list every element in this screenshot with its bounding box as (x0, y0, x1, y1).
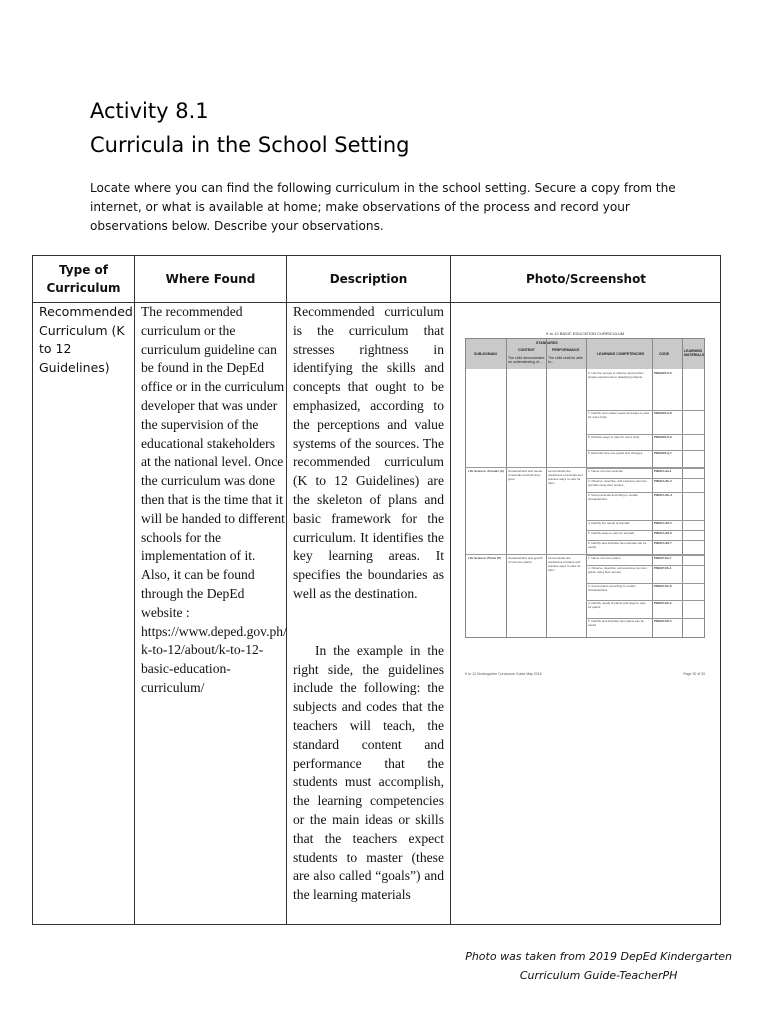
screenshot-competency: 2. Observe, describe, and examine common plants using their senses (588, 566, 647, 574)
header-photo-screenshot: Photo/Screenshot (525, 272, 647, 286)
screenshot-code: PNEKP-IIb-2 (654, 601, 672, 605)
screenshot-code: PNEKA-IIIf-7 (654, 541, 672, 545)
screenshot-competency: 7. Identify one's basic needs and ways to care for one's body (588, 411, 650, 419)
screenshot-competency: 4. Identify the needs of animals (588, 521, 630, 525)
screenshot-header-standards: STANDARDS (536, 341, 558, 345)
screenshot-table (465, 338, 705, 638)
screenshot-competency: 6. Use the senses to observe and perform simple experiments in classifying objects (588, 371, 644, 379)
screenshot-header-row (466, 339, 704, 369)
screenshot-row-line (586, 450, 704, 451)
screenshot-row-line (586, 530, 704, 531)
screenshot-code: PNEKBS-Ii-9 (654, 435, 672, 439)
screenshot-col-line (586, 339, 587, 637)
header-description: Description (329, 272, 408, 286)
screenshot-code: PNEKBS-Ii-8 (654, 411, 672, 415)
screenshot-competency: 8. Practice ways to care for one's body (588, 435, 640, 439)
screenshot-header-content: CONTENT (518, 348, 535, 352)
description-paragraph-1: Recommended curriculum is the curriculum that stresses rightness in identifying the skills and concepts that ought to be emphasized, according to the perceptions and value systems of the sources. The recommended curriculum (K to 12 Guidelines) are the skeleton of plans and basic framework for the curriculum. It identifies the key learning areas. It specifies the boundaries as well as the destination. (293, 304, 444, 601)
screenshot-code: PNEKBS-Ii-6 (654, 371, 672, 375)
screenshot-header-performance: PERFORMANCE (552, 348, 580, 352)
screenshot-competency: 6. Identify and describe how animals can be useful (588, 541, 647, 549)
screenshot-code: PNEKP-IIb-8 (654, 584, 672, 588)
screenshot-competency: 5. Identify ways to care for animals (588, 531, 635, 535)
screenshot-row-line (586, 540, 704, 541)
screenshot-code: PNEKA-IIIf-5 (654, 521, 672, 525)
screenshot-competency: 1. Name common animals (588, 469, 623, 473)
screenshot-row-line (586, 410, 704, 411)
screenshot-competency: 4. Identify needs of plants and ways to care for plants (588, 601, 646, 609)
screenshot-animals-content: characteristics and needs of animals and how they grow (508, 469, 543, 481)
screenshot-animals-label: Life Science: Animals (A) (468, 469, 504, 473)
column-divider (134, 256, 135, 924)
screenshot-competency: 3. Group plants according to certain characteristics (588, 584, 636, 592)
screenshot-competency: 9. Describe how one grows and changes (588, 451, 643, 455)
screenshot-plants-label: Life Science: Plants (P) (468, 556, 502, 560)
screenshot-plants-content: characteristics and growth of common plants (508, 556, 543, 564)
screenshot-header-code: CODE (659, 352, 670, 356)
screenshot-code: PNEKA-IIIf-6 (654, 531, 672, 535)
screenshot-performance-note: The child shall be able to... (548, 356, 583, 364)
screenshot-row-line (586, 618, 704, 619)
screenshot-plants-performance: communicate the usefulness of plants and practice ways to care for them (548, 556, 581, 572)
screenshot-row-line (586, 555, 704, 556)
header-where-found: Where Found (165, 272, 256, 286)
column-divider (450, 256, 451, 924)
screenshot-header-competencies: LEARNING COMPETENCIES (597, 352, 645, 356)
curriculum-guide-screenshot (465, 330, 705, 680)
screenshot-title: K to 12 BASIC EDUCATION CURRICULUM (545, 331, 625, 336)
caption-line-2: Curriculum Guide-TeacherPH (519, 969, 678, 982)
header-type-of-curriculum: Type of Curriculum (46, 263, 121, 295)
screenshot-competency: 5. Identify and describe how plants can be useful (588, 619, 645, 627)
screenshot-code: PNEKP-IIa-7 (654, 556, 672, 560)
cell-type: Recommended Curriculum (K to 12 Guidelines) (39, 304, 133, 376)
screenshot-code: PNEKA-IIIc-4 (654, 493, 673, 497)
screenshot-competency: 2. Observe, describe, and examine common animals using their senses (588, 479, 647, 487)
description-paragraph-2: In the example in the right side, the guidelines include the following: the subjects and codes that the teachers will teach, the standard content and performance that the students must accomplish, the learning competencies or the main ideas or skills that the teachers expect students to master (these are also called “goals”) and the learning materials (293, 642, 444, 903)
photo-caption (465, 947, 732, 985)
activity-title: Curricula in the School Setting (90, 133, 410, 157)
cell-where-found: The recommended curriculum or the curriculum guideline can be found in the DepEd office or in the curriculum developer that was under the supervision of the educational stakeholders at the national level. Once the curriculum was done then that is the time that it will be handed to different schools for the implementation of it. Also, it can be found through the DepEd website : https://www.deped.gov.ph/k-to-12/about/k-to-12-basic-education-curriculum/ (141, 304, 287, 695)
screenshot-row-line (586, 468, 704, 469)
screenshot-animals-performance: communicate the usefulness of animals and practice ways to care for them (548, 469, 583, 485)
screenshot-code: PNEKP-IIIf-4 (654, 619, 672, 623)
screenshot-competency: 3. Group animals according to certain characteristics (588, 493, 638, 501)
cell-description (293, 303, 444, 905)
screenshot-row-line (586, 600, 704, 601)
screenshot-row-line (586, 583, 704, 584)
screenshot-row-line (586, 434, 704, 435)
screenshot-col-line (546, 339, 547, 637)
screenshot-col-line (652, 339, 653, 637)
screenshot-row-line (586, 565, 704, 566)
screenshot-row-line (586, 520, 704, 521)
screenshot-footer-right: Page 20 of 33 (683, 672, 705, 676)
screenshot-header-materials: LEARNING MATERIALS (684, 349, 705, 357)
screenshot-col-line (682, 339, 683, 637)
screenshot-row-line (586, 478, 704, 479)
screenshot-col-line (506, 339, 507, 637)
screenshot-footer (465, 672, 705, 676)
screenshot-code: PNEKP-IIb-1 (654, 566, 672, 570)
screenshot-code: PNEKBS-Ij-7 (654, 451, 672, 455)
screenshot-code: PNEKA-IIa-1 (654, 469, 672, 473)
screenshot-competency: 1. Name common plants (588, 556, 621, 560)
screenshot-header-subdomain: SUB-DOMAIN (474, 352, 497, 356)
screenshot-row-line (586, 492, 704, 493)
screenshot-footer-left: K to 12 Kindergarten Curriculum Guide May 2016 (465, 672, 542, 676)
screenshot-content-note: The child demonstrates an understanding of... (508, 356, 545, 364)
instructions-paragraph: Locate where you can find the following curriculum in the school setting. Secure a copy from the internet, or what is available at home; make observations of the process and record your observations below. Describe your observations. (90, 181, 676, 233)
screenshot-code: PNEKA-IIb-2 (654, 479, 672, 483)
activity-number: Activity 8.1 (90, 99, 209, 123)
caption-line-1: Photo was taken from 2019 DepEd Kindergarten (465, 950, 732, 963)
